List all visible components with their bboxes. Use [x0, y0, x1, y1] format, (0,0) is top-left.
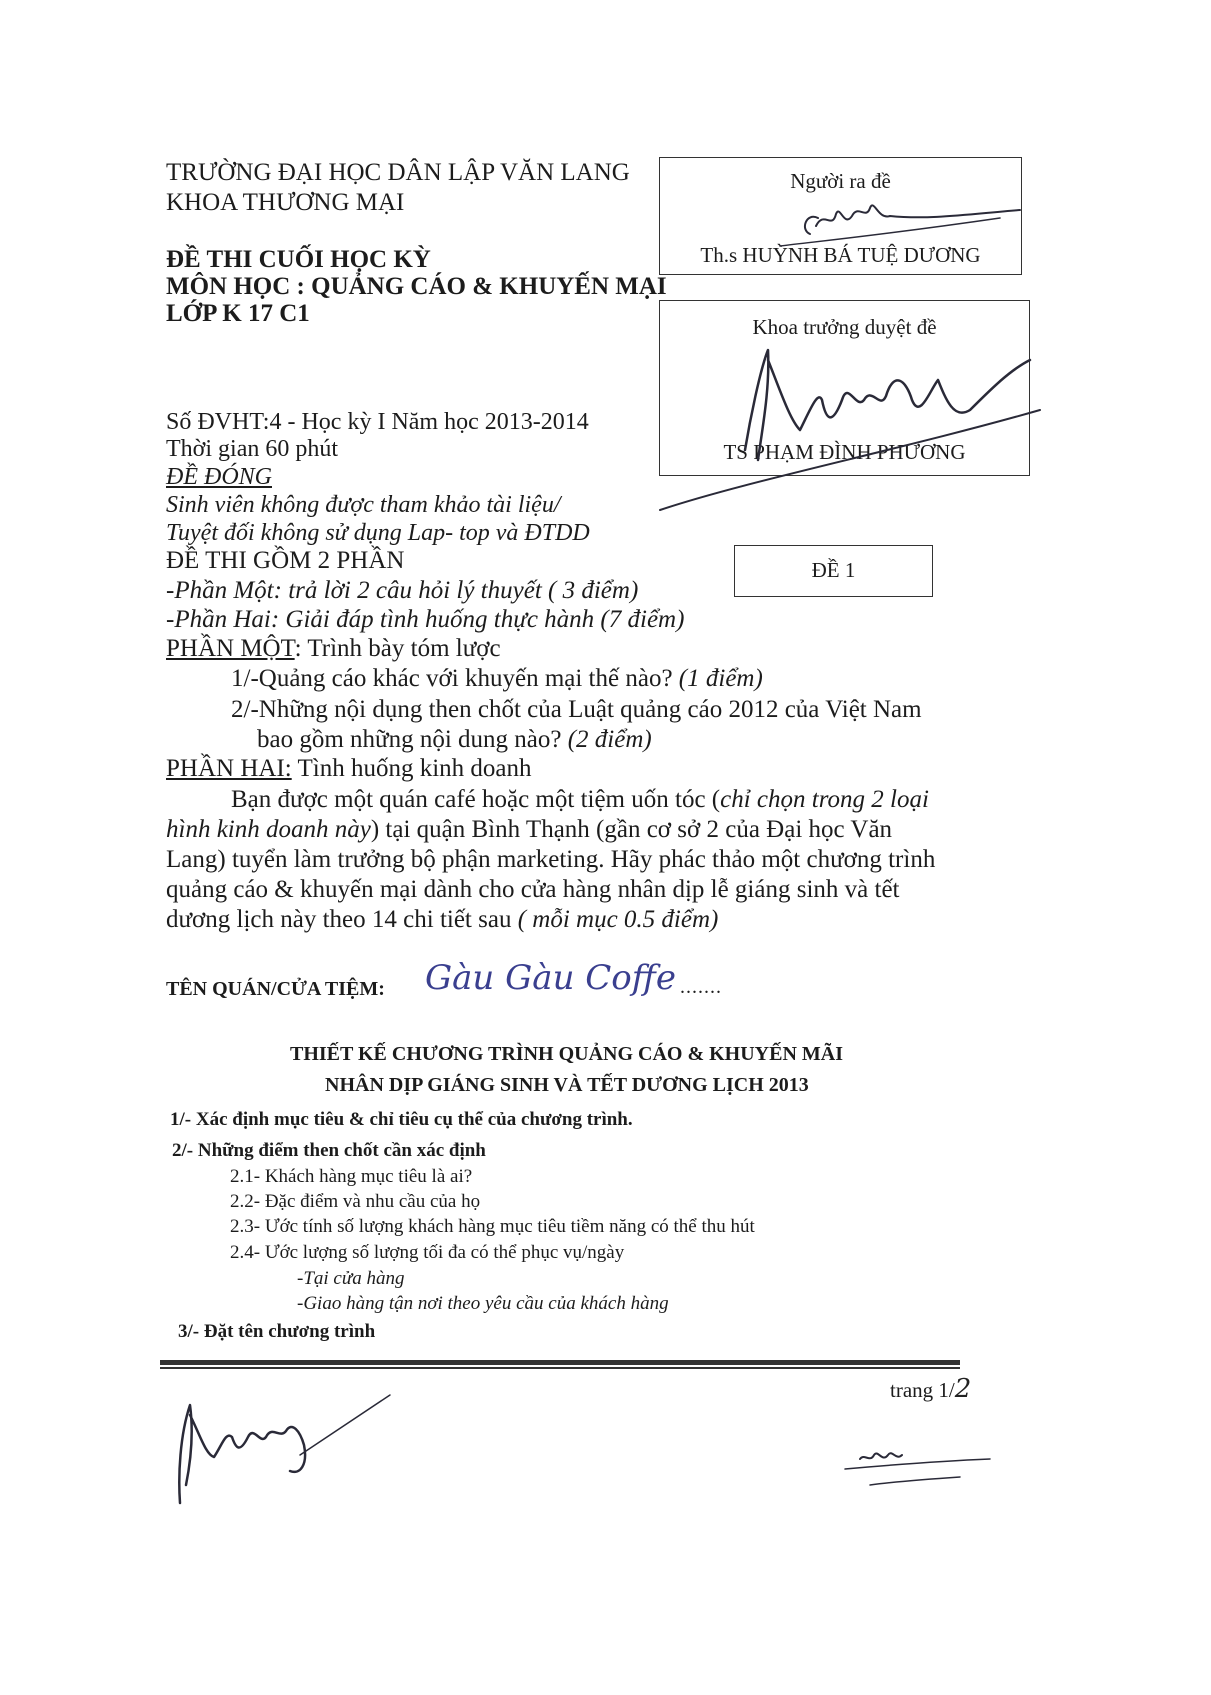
question-2-points: (2 điểm)	[567, 726, 652, 753]
case-line-3: Lang) tuyển làm trưởng bộ phận marketing. Hãy phác thảo một chương trình	[166, 846, 936, 873]
part-one-heading	[166, 634, 501, 664]
outline-item-2-2: 2.2- Đặc điểm và nhu cầu của họ	[230, 1191, 481, 1212]
question-1-text: 1/-Quảng cáo khác với khuyến mại thế nào?	[231, 665, 673, 692]
outline-item-2-4-a: -Tại cửa hàng	[297, 1268, 405, 1289]
exam-code: ĐỀ 1	[811, 558, 856, 582]
case-line-2: hình kinh doanh này) tại quận Bình Thạnh (gần cơ sở 2 của Đại học Văn	[166, 816, 893, 843]
page-number	[890, 1376, 971, 1403]
part-one-instruction: : Trình bày tóm lược	[294, 635, 501, 662]
footer-initials-icon	[840, 1445, 1000, 1495]
credits-line: Số ĐVHT:4 - Học kỳ I Năm học 2013-2014	[166, 409, 589, 435]
outline-item-1: 1/- Xác định mục tiêu & chỉ tiêu cụ thể của chương trình.	[170, 1109, 633, 1130]
author-signature-icon	[770, 190, 1030, 250]
duration-line: Thời gian 60 phút	[166, 436, 339, 462]
author-name: Th.s HUỲNH BÁ TUỆ DƯƠNG	[700, 243, 981, 267]
shop-name-label: TÊN QUÁN/CỬA TIỆM:	[166, 978, 385, 1000]
outline-item-2-4-b: -Giao hàng tận nơi theo yêu cầu của khách hàng	[297, 1293, 669, 1314]
shop-name-dots: .......	[680, 976, 722, 998]
dean-signature-icon	[650, 330, 1050, 520]
part-one-label: PHẦN MỘT	[166, 635, 295, 662]
part-two-instruction: Tình huống kinh doanh	[291, 755, 532, 782]
question-1	[231, 664, 763, 694]
page-total: 2	[954, 1374, 972, 1404]
exam-code-box	[734, 545, 933, 597]
question-2-line1: 2/-Những nội dụng then chốt của Luật quảng cáo 2012 của Việt Nam	[231, 696, 922, 723]
question-2-line2	[257, 725, 652, 755]
footer-rule	[160, 1360, 960, 1365]
page-current: 1	[938, 1378, 949, 1402]
outline-item-2-3: 2.3- Ước tính số lượng khách hàng mục tiêu tiềm năng có thể thu hút	[230, 1216, 755, 1237]
shop-name-handwritten: Gàu Gàu Coffe	[425, 958, 676, 998]
rule-no-devices: Tuyệt đối không sử dụng Lap- top và ĐTDD	[166, 520, 590, 546]
question-1-points: (1 điểm)	[678, 665, 763, 692]
parts-title: ĐỀ THI GỒM 2 PHẦN	[166, 547, 405, 574]
exam-title: ĐỀ THI CUỐI HỌC KỲ	[166, 246, 431, 273]
case-line-4: quảng cáo & khuyến mại dành cho cửa hàng nhân dịp lễ giáng sinh và tết	[166, 876, 900, 903]
faculty-name: KHOA THƯƠNG MẠI	[166, 189, 405, 216]
part-two-label: PHẦN HAI:	[166, 755, 292, 782]
part1-description: -Phần Một: trả lời 2 câu hỏi lý thuyết ( 3 điểm)	[166, 577, 639, 604]
class-name: LỚP K 17 C1	[166, 300, 310, 327]
program-title-2: NHÂN DỊP GIÁNG SINH VÀ TẾT DƯƠNG LỊCH 2013	[325, 1074, 809, 1096]
footer-rule-thin	[160, 1367, 960, 1369]
page-slash: /	[948, 1378, 955, 1402]
part-two-heading	[166, 754, 532, 784]
question-2-text: bao gồm những nội dung nào?	[257, 726, 562, 753]
closed-exam-label: ĐỀ ĐÓNG	[166, 464, 272, 490]
subject-title: MÔN HỌC : QUẢNG CÁO & KHUYẾN MẠI	[166, 273, 667, 300]
program-title-1: THIẾT KẾ CHƯƠNG TRÌNH QUẢNG CÁO & KHUYẾN MÃI	[290, 1043, 844, 1065]
part2-description: -Phần Hai: Giải đáp tình huống thực hành (7 điểm)	[166, 606, 685, 633]
outline-item-2: 2/- Những điểm then chốt cần xác định	[172, 1140, 486, 1161]
outline-item-2-1: 2.1- Khách hàng mục tiêu là ai?	[230, 1166, 473, 1187]
case-line-1: Bạn được một quán café hoặc một tiệm uốn tóc (chỉ chọn trong 2 loại	[231, 786, 929, 813]
author-label: Người ra đề	[790, 169, 891, 193]
dean-label: Khoa trưởng duyệt đề	[752, 315, 937, 339]
outline-item-3: 3/- Đặt tên chương trình	[178, 1321, 376, 1342]
rule-no-materials: Sinh viên không được tham khảo tài liệu/	[166, 492, 561, 518]
dean-name: TS PHẠM ĐÌNH PHƯƠNG	[723, 440, 966, 464]
page-label: trang	[890, 1378, 934, 1402]
university-name: TRƯỜNG ĐẠI HỌC DÂN LẬP VĂN LANG	[166, 159, 630, 186]
footer-signature-icon	[150, 1375, 410, 1515]
case-line-5: dương lịch này theo 14 chi tiết sau ( mỗi mục 0.5 điểm)	[166, 906, 719, 933]
outline-item-2-4: 2.4- Ước lượng số lượng tối đa có thể phục vụ/ngày	[230, 1242, 625, 1263]
